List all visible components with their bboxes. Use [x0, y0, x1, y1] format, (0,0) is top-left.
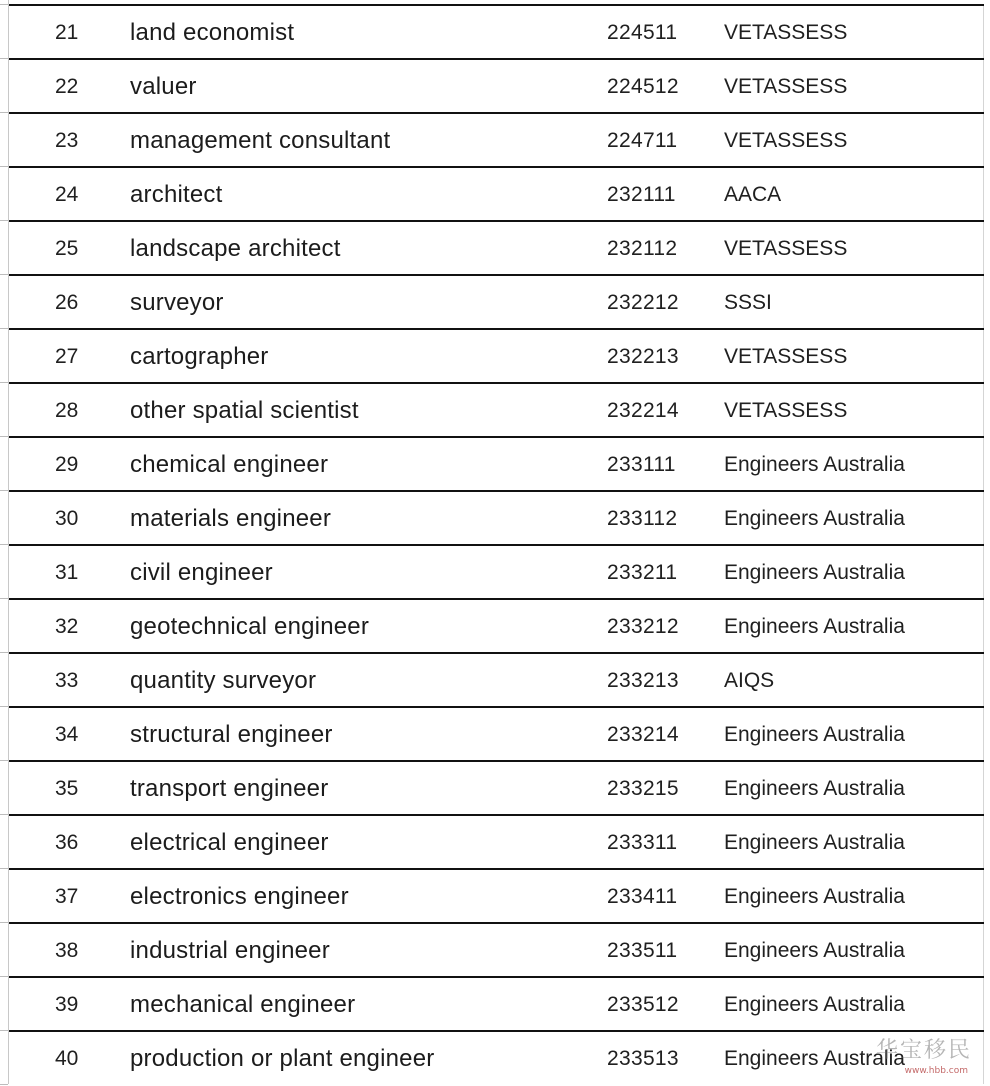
row-number: 39	[55, 993, 79, 1016]
occupation-title: structural engineer	[130, 721, 333, 748]
anzsco-code: 232213	[607, 345, 679, 368]
assessing-authority: Engineers Australia	[724, 561, 905, 584]
occupation-table	[9, 4, 984, 1084]
table-row	[9, 652, 984, 706]
margin-tick	[0, 652, 8, 653]
watermark-url: www.hbb.com	[904, 1066, 968, 1076]
table-row	[9, 1030, 984, 1084]
assessing-authority: Engineers Australia	[724, 1047, 905, 1070]
occupation-title: industrial engineer	[130, 937, 330, 964]
anzsco-code: 233214	[607, 723, 679, 746]
watermark-logo: 华宝移民	[875, 1038, 972, 1063]
table-row	[9, 490, 984, 544]
occupation-title: electronics engineer	[130, 883, 349, 910]
row-number: 38	[55, 939, 79, 962]
table-row	[9, 58, 984, 112]
margin-tick	[0, 4, 8, 5]
margin-tick	[0, 436, 8, 437]
table-row	[9, 328, 984, 382]
occupation-title: land economist	[130, 19, 295, 46]
row-number: 34	[55, 723, 79, 746]
table-row	[9, 544, 984, 598]
margin-tick	[0, 166, 8, 167]
row-number: 28	[55, 399, 79, 422]
anzsco-code: 224512	[607, 75, 679, 98]
occupation-title: valuer	[130, 73, 197, 100]
margin-tick	[0, 922, 8, 923]
table-row	[9, 868, 984, 922]
row-number: 26	[55, 291, 79, 314]
anzsco-code: 233512	[607, 993, 679, 1016]
occupation-title: other spatial scientist	[130, 397, 359, 424]
occupation-title: architect	[130, 181, 223, 208]
margin-tick	[0, 544, 8, 545]
assessing-authority: Engineers Australia	[724, 885, 905, 908]
margin-tick	[0, 598, 8, 599]
assessing-authority: Engineers Australia	[724, 507, 905, 530]
table-row	[9, 814, 984, 868]
margin-tick	[0, 814, 8, 815]
table-row	[9, 4, 984, 58]
row-number: 23	[55, 129, 79, 152]
margin-tick	[0, 1030, 8, 1031]
anzsco-code: 233211	[607, 561, 678, 584]
row-number: 31	[55, 561, 79, 584]
row-number: 27	[55, 345, 79, 368]
occupation-title: electrical engineer	[130, 829, 329, 856]
table-row	[9, 220, 984, 274]
assessing-authority: AIQS	[724, 669, 775, 692]
margin-tick	[0, 328, 8, 329]
anzsco-code: 233513	[607, 1047, 679, 1070]
assessing-authority: Engineers Australia	[724, 993, 905, 1016]
margin-tick	[0, 112, 8, 113]
assessing-authority: VETASSESS	[724, 237, 848, 260]
assessing-authority: VETASSESS	[724, 129, 848, 152]
anzsco-code: 224711	[607, 129, 678, 152]
margin-tick	[0, 868, 8, 869]
occupation-title: mechanical engineer	[130, 991, 356, 1018]
anzsco-code: 233213	[607, 669, 679, 692]
table-row	[9, 760, 984, 814]
row-number: 35	[55, 777, 79, 800]
assessing-authority: VETASSESS	[724, 75, 848, 98]
margin-tick	[0, 382, 8, 383]
assessing-authority: Engineers Australia	[724, 453, 905, 476]
margin-tick	[0, 58, 8, 59]
occupation-title: geotechnical engineer	[130, 613, 370, 640]
assessing-authority: SSSI	[724, 291, 772, 314]
left-margin-ticks	[0, 0, 8, 1084]
margin-tick	[0, 220, 8, 221]
anzsco-code: 232112	[607, 237, 678, 260]
assessing-authority: AACA	[724, 183, 782, 206]
assessing-authority: VETASSESS	[724, 399, 848, 422]
occupation-title: quantity surveyor	[130, 667, 317, 694]
anzsco-code: 233215	[607, 777, 679, 800]
row-number: 24	[55, 183, 79, 206]
row-number: 22	[55, 75, 79, 98]
table-row	[9, 274, 984, 328]
anzsco-code: 232111	[607, 183, 676, 206]
margin-tick	[0, 706, 8, 707]
row-number: 36	[55, 831, 79, 854]
occupation-title: materials engineer	[130, 505, 332, 532]
occupation-title: production or plant engineer	[130, 1045, 435, 1072]
margin-tick	[0, 1084, 8, 1085]
occupation-title: civil engineer	[130, 559, 273, 586]
occupation-title: surveyor	[130, 289, 224, 316]
assessing-authority: Engineers Australia	[724, 831, 905, 854]
table-row	[9, 112, 984, 166]
anzsco-code: 233411	[607, 885, 678, 908]
anzsco-code: 233311	[607, 831, 678, 854]
assessing-authority: Engineers Australia	[724, 777, 905, 800]
anzsco-code: 233111	[607, 453, 676, 476]
table-row	[9, 598, 984, 652]
occupation-title: transport engineer	[130, 775, 329, 802]
anzsco-code: 232214	[607, 399, 679, 422]
row-number: 30	[55, 507, 79, 530]
assessing-authority: VETASSESS	[724, 21, 848, 44]
assessing-authority: Engineers Australia	[724, 939, 905, 962]
anzsco-code: 233212	[607, 615, 679, 638]
row-number: 32	[55, 615, 79, 638]
table-row	[9, 382, 984, 436]
occupation-title: chemical engineer	[130, 451, 329, 478]
row-number: 37	[55, 885, 79, 908]
row-number: 40	[55, 1047, 79, 1070]
anzsco-code: 224511	[607, 21, 678, 44]
assessing-authority: VETASSESS	[724, 345, 848, 368]
margin-tick	[0, 760, 8, 761]
occupation-title: management consultant	[130, 127, 391, 154]
occupation-title: landscape architect	[130, 235, 341, 262]
table-row	[9, 166, 984, 220]
table-row	[9, 706, 984, 760]
table-row	[9, 436, 984, 490]
margin-tick	[0, 976, 8, 977]
row-number: 33	[55, 669, 79, 692]
assessing-authority: Engineers Australia	[724, 723, 905, 746]
table-row	[9, 922, 984, 976]
row-number: 29	[55, 453, 79, 476]
margin-tick	[0, 490, 8, 491]
row-number: 21	[55, 21, 79, 44]
table-row	[9, 976, 984, 1030]
occupation-title: cartographer	[130, 343, 269, 370]
anzsco-code: 233511	[607, 939, 678, 962]
anzsco-code: 233112	[607, 507, 678, 530]
margin-tick	[0, 274, 8, 275]
anzsco-code: 232212	[607, 291, 679, 314]
assessing-authority: Engineers Australia	[724, 615, 905, 638]
row-number: 25	[55, 237, 79, 260]
